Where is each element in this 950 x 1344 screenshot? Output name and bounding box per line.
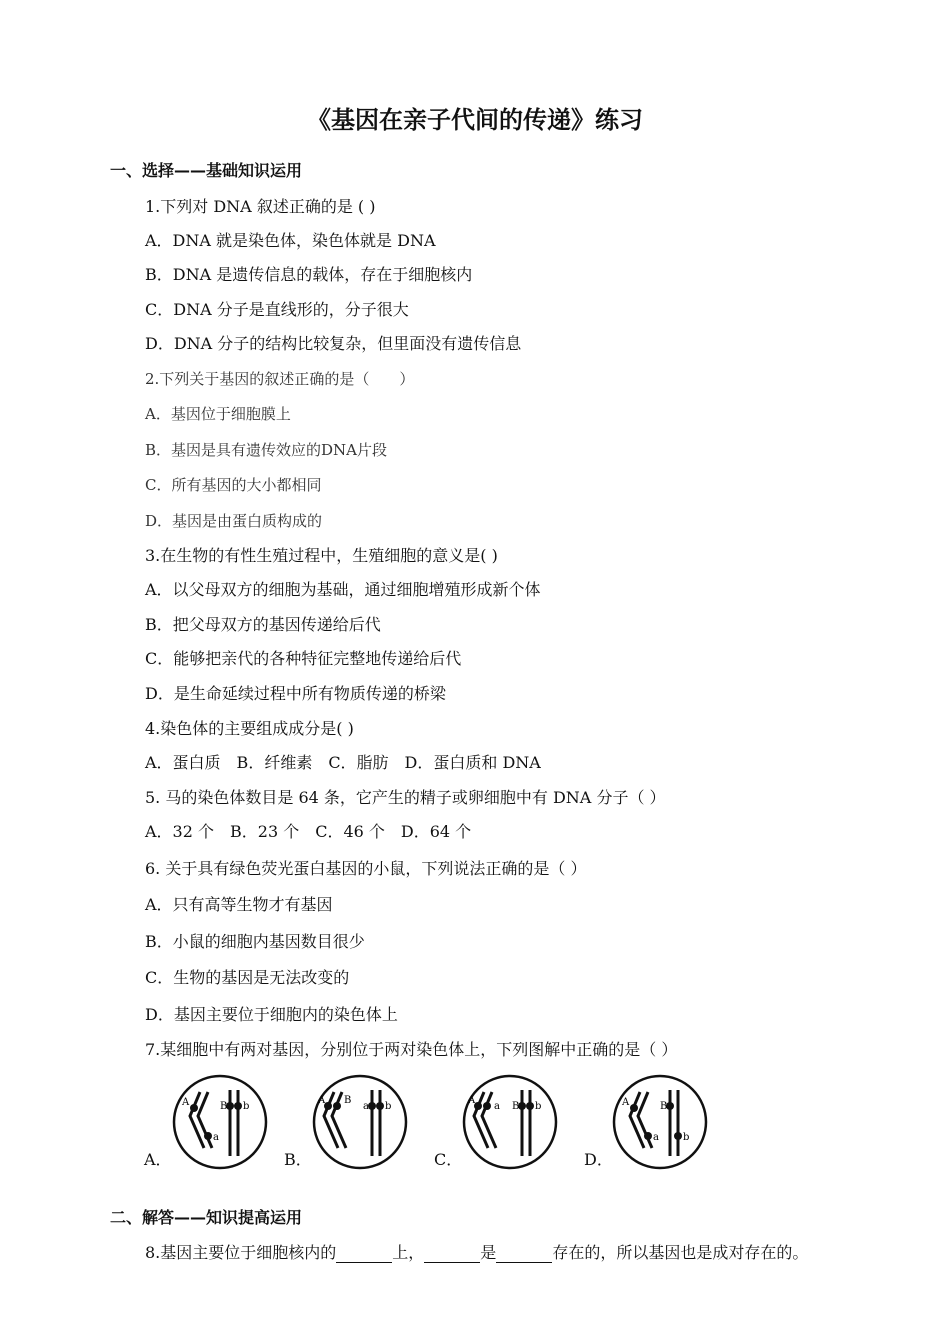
gene-label: b bbox=[243, 1101, 250, 1112]
q4-options: A．蛋白质 B．纤维素 C．脂肪 D．蛋白质和 DNA bbox=[145, 753, 541, 772]
q8-blank-2[interactable] bbox=[424, 1246, 480, 1263]
q1-option-d: D．DNA 分子的结构比较复杂，但里面没有遗传信息 bbox=[145, 334, 522, 353]
gene-label: A bbox=[182, 1097, 190, 1108]
q1-option-c: C．DNA 分子是直线形的，分子很大 bbox=[145, 300, 409, 319]
q6-option-a: A．只有高等生物才有基因 bbox=[145, 895, 333, 914]
cell-diagram-c bbox=[430, 1072, 560, 1172]
page-title: 《基因在亲子代间的传递》练习 bbox=[307, 106, 643, 134]
q8-blank-3[interactable] bbox=[496, 1246, 552, 1263]
q3-stem: 3.在生物的有性生殖过程中，生殖细胞的意义是( ) bbox=[145, 546, 498, 565]
cell-circle-c bbox=[460, 1072, 560, 1172]
gene-label: B bbox=[344, 1095, 352, 1106]
q6-option-c: C．生物的基因是无法改变的 bbox=[145, 968, 350, 987]
q6-stem: 6. 关于具有绿色荧光蛋白基因的小鼠，下列说法正确的是（ ） bbox=[145, 859, 587, 878]
gene-label: B bbox=[220, 1101, 228, 1112]
diagram-label-d: D． bbox=[584, 1150, 613, 1169]
gene-label: A bbox=[318, 1095, 326, 1106]
diagram-label-c: C． bbox=[434, 1150, 463, 1169]
cell-diagram-a bbox=[140, 1072, 270, 1172]
section-heading-answer: 二、解答——知识提高运用 bbox=[110, 1208, 303, 1227]
cell-circle-a bbox=[170, 1072, 270, 1172]
q2-option-a: A．基因位于细胞膜上 bbox=[145, 405, 291, 423]
q6-option-d: D．基因主要位于细胞内的染色体上 bbox=[145, 1005, 398, 1024]
cell-circle-d bbox=[610, 1072, 710, 1172]
gene-label: b bbox=[385, 1101, 392, 1112]
gene-label: b bbox=[535, 1101, 542, 1112]
gene-label: A bbox=[622, 1097, 630, 1108]
gene-label: A bbox=[468, 1095, 476, 1106]
q3-option-d: D．是生命延续过程中所有物质传递的桥梁 bbox=[145, 684, 446, 703]
q8-text-1: 8.基因主要位于细胞核内的 bbox=[145, 1243, 337, 1262]
q6-option-b: B．小鼠的细胞内基因数目很少 bbox=[145, 932, 365, 951]
q8-text-4: 存在的，所以基因也是成对存在的。 bbox=[552, 1243, 809, 1262]
q2-option-b: B．基因是具有遗传效应的DNA片段 bbox=[145, 441, 388, 459]
gene-label: a bbox=[363, 1101, 369, 1112]
gene-label: b bbox=[683, 1132, 690, 1143]
diagram-label-a: A． bbox=[144, 1150, 172, 1169]
section-heading-choice: 一、选择——基础知识运用 bbox=[110, 161, 303, 180]
q8-text-3: 是 bbox=[480, 1243, 497, 1262]
q8-blank-1[interactable] bbox=[336, 1246, 392, 1263]
q7-cell-diagrams bbox=[140, 1072, 760, 1172]
q8-fill-in bbox=[145, 1240, 808, 1263]
cell-diagram-b bbox=[280, 1072, 410, 1172]
q5-stem: 5. 马的染色体数目是 64 条，它产生的精子或卵细胞中有 DNA 分子（ ） bbox=[145, 788, 666, 807]
gene-label: a bbox=[213, 1132, 219, 1143]
q4-stem: 4.染色体的主要组成成分是( ) bbox=[145, 719, 354, 738]
cell-diagram-d bbox=[580, 1072, 710, 1172]
cell-circle-b bbox=[310, 1072, 410, 1172]
q8-text-2: 上， bbox=[392, 1243, 425, 1262]
gene-label: B bbox=[512, 1101, 520, 1112]
q1-option-b: B．DNA 是遗传信息的载体，存在于细胞核内 bbox=[145, 265, 473, 284]
q1-stem: 1.下列对 DNA 叙述正确的是 ( ) bbox=[145, 197, 376, 216]
q7-stem: 7.某细胞中有两对基因，分别位于两对染色体上，下列图解中正确的是（ ） bbox=[145, 1040, 678, 1059]
q2-option-c: C．所有基因的大小都相同 bbox=[145, 476, 322, 494]
gene-label: B bbox=[660, 1101, 668, 1112]
gene-label: a bbox=[494, 1101, 500, 1112]
q2-stem: 2.下列关于基因的叙述正确的是（ ） bbox=[145, 370, 415, 388]
q5-options: A．32 个 B．23 个 C．46 个 D．64 个 bbox=[145, 822, 472, 841]
q1-option-a: A．DNA 就是染色体，染色体就是 DNA bbox=[145, 231, 436, 250]
q3-option-a: A．以父母双方的细胞为基础，通过细胞增殖形成新个体 bbox=[145, 580, 541, 599]
q3-option-b: B．把父母双方的基因传递给后代 bbox=[145, 615, 381, 634]
q2-option-d: D．基因是由蛋白质构成的 bbox=[145, 512, 323, 530]
gene-label: a bbox=[653, 1132, 659, 1143]
q3-option-c: C．能够把亲代的各种特征完整地传递给后代 bbox=[145, 649, 462, 668]
diagram-label-b: B． bbox=[284, 1150, 312, 1169]
